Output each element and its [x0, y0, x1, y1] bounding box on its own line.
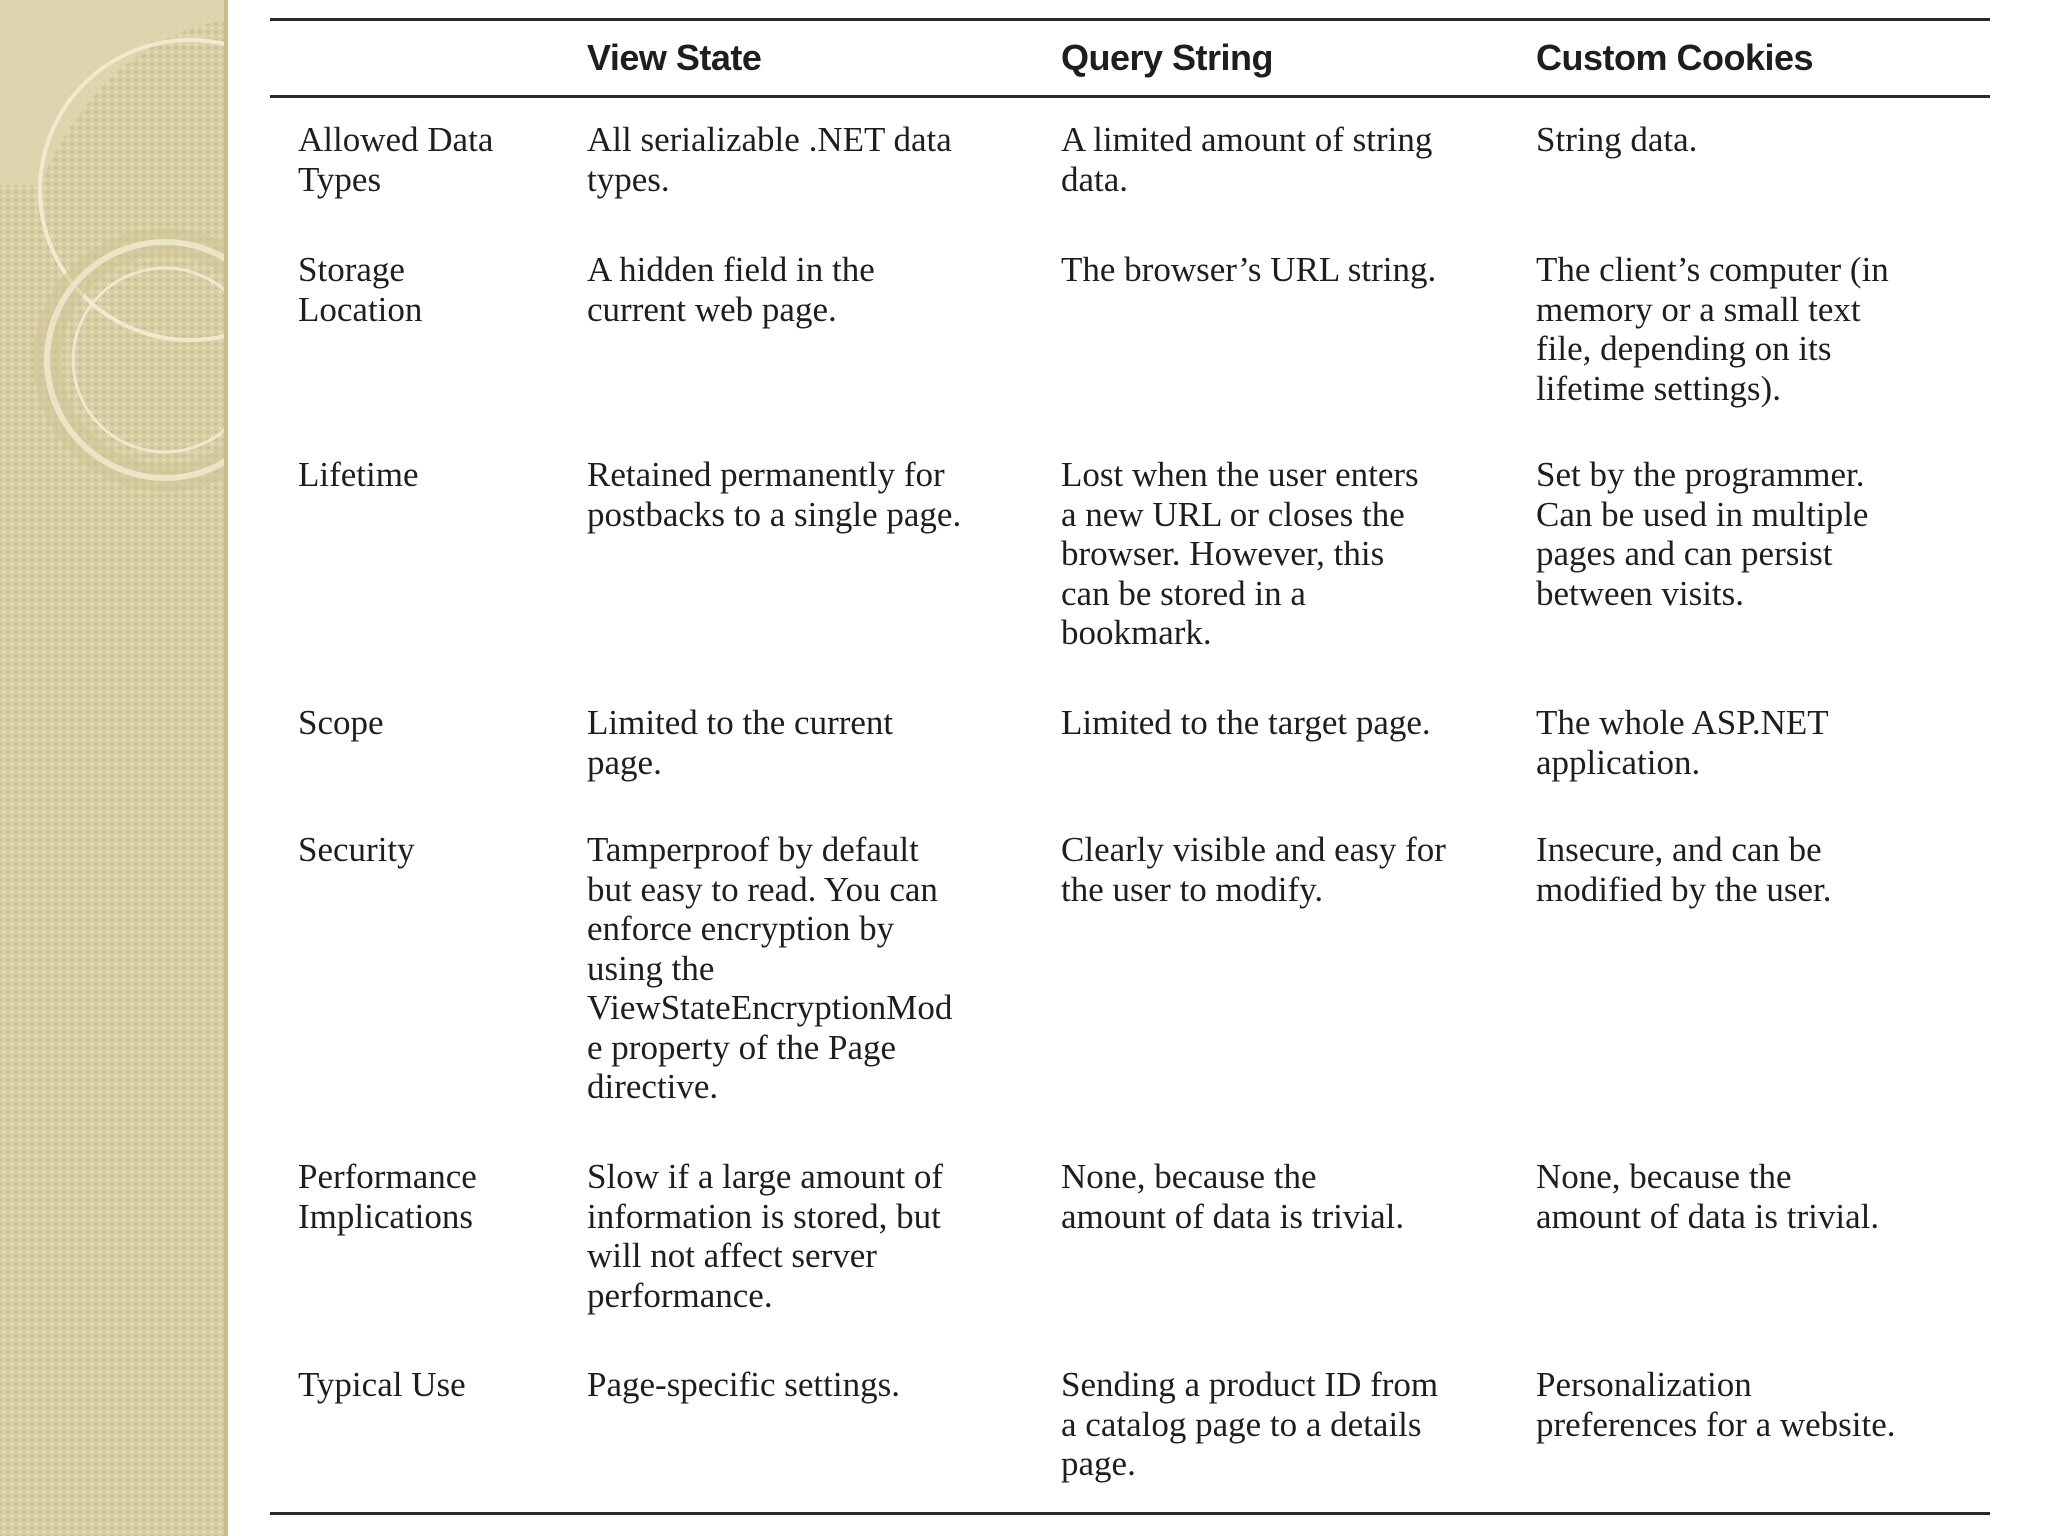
custom-cookies-cell — [1536, 120, 1986, 160]
view-state-cell — [587, 830, 1037, 1107]
cell-line: None, because the — [1061, 1157, 1317, 1196]
cell-line: a new URL or closes the — [1061, 494, 1405, 534]
cell-line: bookmark. — [1061, 613, 1212, 652]
cell-line: between visits. — [1536, 573, 1745, 613]
cell-line: Lifetime — [298, 455, 419, 494]
view-state-cell — [587, 250, 1037, 329]
row-label — [298, 703, 568, 743]
cell-line: Limited to the current — [587, 703, 894, 742]
query-string-cell — [1061, 120, 1511, 199]
custom-cookies-cell — [1536, 250, 1986, 408]
cell-line: None, because the — [1536, 1157, 1792, 1196]
cell-line: performance. — [587, 1275, 773, 1315]
row-label — [298, 1365, 568, 1405]
query-string-cell — [1061, 455, 1511, 653]
cell-line: the user to modify. — [1061, 869, 1324, 909]
custom-cookies-cell — [1536, 455, 1986, 613]
cell-line: Lost when the user enters — [1061, 455, 1419, 494]
query-string-cell — [1061, 250, 1511, 290]
cell-line: Security — [298, 830, 415, 869]
cell-line: data. — [1061, 159, 1129, 199]
row-label — [298, 250, 568, 329]
cell-line: application. — [1536, 742, 1701, 782]
cell-line: ViewStateEncryptionMod — [587, 988, 953, 1027]
view-state-cell — [587, 1157, 1037, 1315]
cell-line: a catalog page to a details — [1061, 1404, 1422, 1444]
column-header-query-string: Query String — [1061, 37, 1274, 78]
cell-line: Clearly visible and easy for — [1061, 830, 1446, 869]
decorative-rings-graphic — [0, 0, 227, 520]
cell-line: will not affect server — [587, 1236, 877, 1275]
column-header-view-state: View State — [587, 37, 762, 78]
cell-line: file, depending on its — [1536, 329, 1832, 368]
custom-cookies-cell — [1536, 830, 1986, 909]
sidebar-edge — [224, 0, 228, 1536]
row-label — [298, 1157, 568, 1236]
query-string-cell — [1061, 830, 1511, 909]
cell-line: directive. — [587, 1067, 719, 1106]
cell-line: Implications — [298, 1196, 473, 1236]
cell-line: Personalization — [1536, 1365, 1752, 1404]
query-string-cell — [1061, 703, 1511, 743]
cell-line: Page-specific settings. — [587, 1365, 900, 1404]
cell-line: A limited amount of string — [1061, 120, 1433, 159]
cell-line: Slow if a large amount of — [587, 1157, 944, 1196]
cell-line: The client’s computer (in — [1536, 250, 1889, 289]
cell-line: Types — [298, 159, 382, 199]
row-label — [298, 455, 568, 495]
cell-line: postbacks to a single page. — [587, 494, 962, 534]
cell-line: enforce encryption by — [587, 909, 895, 948]
cell-line: lifetime settings). — [1536, 368, 1781, 408]
row-label — [298, 120, 568, 199]
cell-line: e property of the Page — [587, 1027, 897, 1067]
view-state-cell — [587, 455, 1037, 534]
cell-line: String data. — [1536, 120, 1698, 159]
cell-line: modified by the user. — [1536, 869, 1832, 909]
cell-line: amount of data is trivial. — [1061, 1196, 1405, 1236]
cell-line: page. — [1061, 1444, 1136, 1483]
table-header-rule — [270, 95, 1990, 98]
cell-line: preferences for a website. — [1536, 1404, 1896, 1444]
cell-line: Performance — [298, 1157, 477, 1196]
cell-line: current web page. — [587, 289, 837, 329]
cell-line: page. — [587, 742, 662, 782]
cell-line: Can be used in multiple — [1536, 494, 1869, 534]
cell-line: Set by the programmer. — [1536, 455, 1865, 494]
cell-line: Storage — [298, 250, 405, 289]
cell-line: Typical Use — [298, 1365, 466, 1404]
cell-line: browser. However, this — [1061, 534, 1385, 573]
cell-line: memory or a small text — [1536, 289, 1861, 329]
cell-line: pages and can persist — [1536, 534, 1833, 573]
cell-line: Insecure, and can be — [1536, 830, 1822, 869]
view-state-cell — [587, 1365, 1037, 1405]
cell-line: Limited to the target page. — [1061, 703, 1431, 742]
table-bottom-rule — [270, 1512, 1990, 1515]
column-header-custom-cookies: Custom Cookies — [1536, 37, 1814, 78]
decorative-sidebar — [0, 0, 227, 1536]
custom-cookies-cell — [1536, 1365, 1986, 1444]
cell-line: The whole ASP.NET — [1536, 703, 1829, 742]
cell-line: types. — [587, 159, 670, 199]
cell-line: A hidden field in the — [587, 250, 875, 289]
custom-cookies-cell — [1536, 1157, 1986, 1236]
row-label — [298, 830, 568, 870]
query-string-cell — [1061, 1365, 1511, 1484]
view-state-cell — [587, 703, 1037, 782]
cell-line: Location — [298, 289, 423, 329]
query-string-cell — [1061, 1157, 1511, 1236]
cell-line: amount of data is trivial. — [1536, 1196, 1880, 1236]
cell-line: Allowed Data — [298, 120, 494, 159]
table-top-rule — [270, 18, 1990, 21]
cell-line: but easy to read. You can — [587, 869, 938, 909]
custom-cookies-cell — [1536, 703, 1986, 782]
cell-line: All serializable .NET data — [587, 120, 952, 159]
cell-line: using the — [587, 948, 715, 988]
cell-line: Retained permanently for — [587, 455, 945, 494]
cell-line: information is stored, but — [587, 1196, 941, 1236]
cell-line: can be stored in a — [1061, 573, 1306, 613]
cell-line: Scope — [298, 703, 384, 742]
view-state-cell — [587, 120, 1037, 199]
cell-line: The browser’s URL string. — [1061, 250, 1437, 289]
cell-line: Sending a product ID from — [1061, 1365, 1439, 1404]
cell-line: Tamperproof by default — [587, 830, 919, 869]
